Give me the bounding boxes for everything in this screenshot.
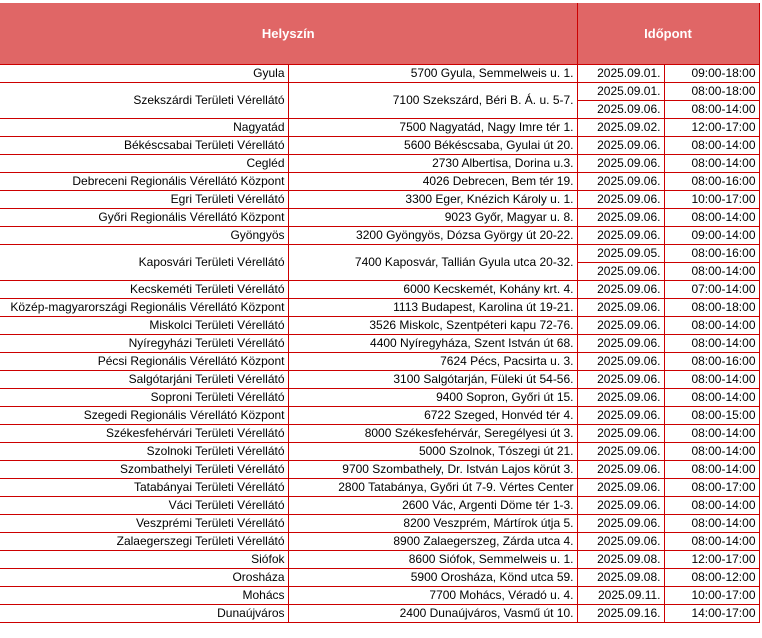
- cell-address[interactable]: 7700 Mohács, Véradó u. 4.: [288, 587, 577, 605]
- cell-location[interactable]: Kecskeméti Területi Vérellátó: [0, 281, 288, 299]
- table-row: [0, 173, 759, 191]
- cell-date[interactable]: 2025.09.06.: [577, 191, 664, 209]
- cell-address[interactable]: 5600 Békéscsaba, Gyulai út 20.: [288, 137, 577, 155]
- cell-address[interactable]: 7400 Kaposvár, Tallián Gyula utca 20-32.: [288, 245, 577, 281]
- cell-date[interactable]: 2025.09.11.: [577, 587, 664, 605]
- cell-time[interactable]: 08:00-14:00: [664, 263, 759, 281]
- cell-location[interactable]: Győri Regionális Vérellátó Központ: [0, 209, 288, 227]
- cell-location[interactable]: Soproni Területi Vérellátó: [0, 389, 288, 407]
- table-row: [0, 335, 759, 353]
- cell-address[interactable]: 8900 Zalaegerszeg, Zárda utca 4.: [288, 533, 577, 551]
- cell-date[interactable]: 2025.09.01.: [577, 83, 664, 101]
- table-row: [0, 389, 759, 407]
- cell-location[interactable]: Orosháza: [0, 569, 288, 587]
- table-row: [0, 299, 759, 317]
- cell-date[interactable]: 2025.09.06.: [577, 155, 664, 173]
- cell-address[interactable]: 3526 Miskolc, Szentpéteri kapu 72-76.: [288, 317, 577, 335]
- cell-address[interactable]: 5700 Gyula, Semmelweis u. 1.: [288, 65, 577, 83]
- table-row: [0, 407, 759, 425]
- cell-time[interactable]: 08:00-16:00: [664, 353, 759, 371]
- cell-address[interactable]: 7500 Nagyatád, Nagy Imre tér 1.: [288, 119, 577, 137]
- cell-address[interactable]: 6722 Szeged, Honvéd tér 4.: [288, 407, 577, 425]
- cell-date[interactable]: 2025.09.02.: [577, 119, 664, 137]
- cell-time[interactable]: 07:00-14:00: [664, 281, 759, 299]
- cell-date[interactable]: 2025.09.06.: [577, 335, 664, 353]
- cell-time[interactable]: 09:00-14:00: [664, 227, 759, 245]
- cell-time[interactable]: 08:00-14:00: [664, 443, 759, 461]
- cell-time[interactable]: 08:00-15:00: [664, 407, 759, 425]
- cell-address[interactable]: 7624 Pécs, Pacsirta u. 3.: [288, 353, 577, 371]
- table-body: [0, 65, 759, 623]
- table-row: [0, 461, 759, 479]
- table-row: [0, 569, 759, 587]
- cell-address[interactable]: 2730 Albertisa, Dorina u.3.: [288, 155, 577, 173]
- cell-address[interactable]: 1113 Budapest, Karolina út 19-21.: [288, 299, 577, 317]
- cell-time[interactable]: 08:00-14:00: [664, 389, 759, 407]
- cell-location[interactable]: Pécsi Regionális Vérellátó Központ: [0, 353, 288, 371]
- cell-time[interactable]: 08:00-14:00: [664, 497, 759, 515]
- cell-time[interactable]: 08:00-14:00: [664, 371, 759, 389]
- table-row: [0, 371, 759, 389]
- cell-time[interactable]: 08:00-14:00: [664, 533, 759, 551]
- cell-date[interactable]: 2025.09.06.: [577, 479, 664, 497]
- cell-location[interactable]: Közép-magyarországi Regionális Vérellátó Központ: [0, 299, 288, 317]
- cell-location[interactable]: Nagyatád: [0, 119, 288, 137]
- cell-date[interactable]: 2025.09.06.: [577, 497, 664, 515]
- cell-location[interactable]: Gyöngyös: [0, 227, 288, 245]
- cell-location[interactable]: Mohács: [0, 587, 288, 605]
- cell-address[interactable]: 8600 Siófok, Semmelweis u. 1.: [288, 551, 577, 569]
- cell-location[interactable]: Szegedi Regionális Vérellátó Központ: [0, 407, 288, 425]
- cell-location[interactable]: Nyíregyházi Területi Vérellátó: [0, 335, 288, 353]
- cell-time[interactable]: 08:00-16:00: [664, 245, 759, 263]
- cell-address[interactable]: 2600 Vác, Argenti Döme tér 1-3.: [288, 497, 577, 515]
- cell-time[interactable]: 08:00-14:00: [664, 101, 759, 119]
- cell-location[interactable]: Veszprémi Területi Vérellátó: [0, 515, 288, 533]
- cell-date[interactable]: 2025.09.08.: [577, 551, 664, 569]
- cell-location[interactable]: Debreceni Regionális Vérellátó Központ: [0, 173, 288, 191]
- header-location[interactable]: Helyszín: [0, 3, 577, 65]
- cell-date[interactable]: 2025.09.06.: [577, 263, 664, 281]
- cell-address[interactable]: 4400 Nyíregyháza, Szent István út 68.: [288, 335, 577, 353]
- cell-address[interactable]: 9700 Szombathely, Dr. István Lajos körút 3.: [288, 461, 577, 479]
- table-row: [0, 209, 759, 227]
- cell-location[interactable]: Székesfehérvári Területi Vérellátó: [0, 425, 288, 443]
- cell-time[interactable]: 08:00-14:00: [664, 461, 759, 479]
- cell-date[interactable]: 2025.09.06.: [577, 353, 664, 371]
- cell-date[interactable]: 2025.09.06.: [577, 371, 664, 389]
- cell-time[interactable]: 08:00-14:00: [664, 335, 759, 353]
- cell-date[interactable]: 2025.09.06.: [577, 407, 664, 425]
- table-row: [0, 587, 759, 605]
- table-row: [0, 227, 759, 245]
- table-row: [0, 443, 759, 461]
- table-row: [0, 245, 759, 263]
- cell-date[interactable]: 2025.09.06.: [577, 173, 664, 191]
- cell-date[interactable]: 2025.09.05.: [577, 245, 664, 263]
- cell-time[interactable]: 09:00-18:00: [664, 65, 759, 83]
- table-row: [0, 425, 759, 443]
- cell-address[interactable]: 7100 Szekszárd, Béri B. Á. u. 5-7.: [288, 83, 577, 119]
- cell-time[interactable]: 14:00-17:00: [664, 605, 759, 623]
- cell-address[interactable]: 9400 Sopron, Győri út 15.: [288, 389, 577, 407]
- schedule-table: [0, 3, 760, 623]
- cell-date[interactable]: 2025.09.01.: [577, 65, 664, 83]
- cell-time[interactable]: 08:00-14:00: [664, 515, 759, 533]
- cell-location[interactable]: Kaposvári Területi Vérellátó: [0, 245, 288, 281]
- cell-time[interactable]: 10:00-17:00: [664, 587, 759, 605]
- cell-address[interactable]: 5900 Orosháza, Könd utca 59.: [288, 569, 577, 587]
- cell-address[interactable]: 2400 Dunaújváros, Vasmű út 10.: [288, 605, 577, 623]
- cell-location[interactable]: Siófok: [0, 551, 288, 569]
- cell-date[interactable]: 2025.09.06.: [577, 425, 664, 443]
- cell-location[interactable]: Zalaegerszegi Területi Vérellátó: [0, 533, 288, 551]
- cell-date[interactable]: 2025.09.08.: [577, 569, 664, 587]
- cell-location[interactable]: Salgótarjáni Területi Vérellátó: [0, 371, 288, 389]
- cell-address[interactable]: 6000 Kecskemét, Kohány krt. 4.: [288, 281, 577, 299]
- cell-date[interactable]: 2025.09.06.: [577, 227, 664, 245]
- cell-address[interactable]: 8200 Veszprém, Mártírok útja 5.: [288, 515, 577, 533]
- cell-time[interactable]: 08:00-14:00: [664, 137, 759, 155]
- table-row: [0, 119, 759, 137]
- cell-time[interactable]: 08:00-12:00: [664, 569, 759, 587]
- cell-date[interactable]: 2025.09.06.: [577, 533, 664, 551]
- cell-date[interactable]: 2025.09.06.: [577, 443, 664, 461]
- cell-address[interactable]: 3200 Gyöngyös, Dózsa György út 20-22.: [288, 227, 577, 245]
- cell-time[interactable]: 08:00-18:00: [664, 299, 759, 317]
- cell-time[interactable]: 08:00-16:00: [664, 173, 759, 191]
- cell-date[interactable]: 2025.09.06.: [577, 299, 664, 317]
- cell-address[interactable]: 3100 Salgótarján, Füleki út 54-56.: [288, 371, 577, 389]
- header-time[interactable]: Időpont: [577, 3, 759, 65]
- cell-location[interactable]: Cegléd: [0, 155, 288, 173]
- table-row: [0, 533, 759, 551]
- cell-location[interactable]: Szekszárdi Területi Vérellátó: [0, 83, 288, 119]
- cell-time[interactable]: 08:00-14:00: [664, 209, 759, 227]
- cell-location[interactable]: Tatabányai Területi Vérellátó: [0, 479, 288, 497]
- table-row: [0, 281, 759, 299]
- table-row: [0, 317, 759, 335]
- cell-date[interactable]: 2025.09.06.: [577, 137, 664, 155]
- table-row: [0, 497, 759, 515]
- cell-location[interactable]: Dunaújváros: [0, 605, 288, 623]
- cell-location[interactable]: Váci Területi Vérellátó: [0, 497, 288, 515]
- cell-time[interactable]: 12:00-17:00: [664, 551, 759, 569]
- cell-time[interactable]: 08:00-18:00: [664, 83, 759, 101]
- cell-address[interactable]: 3300 Eger, Knézich Károly u. 1.: [288, 191, 577, 209]
- table-row: [0, 479, 759, 497]
- cell-date[interactable]: 2025.09.06.: [577, 389, 664, 407]
- cell-location[interactable]: Egri Területi Vérellátó: [0, 191, 288, 209]
- cell-address[interactable]: 8000 Székesfehérvár, Seregélyesi út 3.: [288, 425, 577, 443]
- table-row: [0, 137, 759, 155]
- cell-time[interactable]: 08:00-17:00: [664, 479, 759, 497]
- cell-time[interactable]: 08:00-14:00: [664, 155, 759, 173]
- cell-location[interactable]: Békéscsabai Területi Vérellátó: [0, 137, 288, 155]
- cell-date[interactable]: 2025.09.06.: [577, 515, 664, 533]
- cell-time[interactable]: 12:00-17:00: [664, 119, 759, 137]
- table-row: [0, 83, 759, 101]
- cell-time[interactable]: 10:00-17:00: [664, 191, 759, 209]
- cell-date[interactable]: 2025.09.06.: [577, 281, 664, 299]
- cell-date[interactable]: 2025.09.06.: [577, 209, 664, 227]
- cell-address[interactable]: 2800 Tatabánya, Győri út 7-9. Vértes Center: [288, 479, 577, 497]
- cell-address[interactable]: 9023 Győr, Magyar u. 8.: [288, 209, 577, 227]
- cell-time[interactable]: 08:00-14:00: [664, 317, 759, 335]
- cell-address[interactable]: 4026 Debrecen, Bem tér 19.: [288, 173, 577, 191]
- table-row: [0, 515, 759, 533]
- table-row: [0, 65, 759, 83]
- cell-location[interactable]: Szombathelyi Területi Vérellátó: [0, 461, 288, 479]
- table-row: [0, 551, 759, 569]
- cell-time[interactable]: 08:00-14:00: [664, 425, 759, 443]
- cell-date[interactable]: 2025.09.16.: [577, 605, 664, 623]
- table-row: [0, 353, 759, 371]
- cell-address[interactable]: 5000 Szolnok, Tószegi út 21.: [288, 443, 577, 461]
- cell-location[interactable]: Szolnoki Területi Vérellátó: [0, 443, 288, 461]
- cell-date[interactable]: 2025.09.06.: [577, 317, 664, 335]
- table-row: [0, 155, 759, 173]
- cell-location[interactable]: Gyula: [0, 65, 288, 83]
- cell-date[interactable]: 2025.09.06.: [577, 101, 664, 119]
- table-row: [0, 605, 759, 623]
- header-row: [0, 3, 759, 65]
- table-row: [0, 191, 759, 209]
- cell-date[interactable]: 2025.09.06.: [577, 461, 664, 479]
- cell-location[interactable]: Miskolci Területi Vérellátó: [0, 317, 288, 335]
